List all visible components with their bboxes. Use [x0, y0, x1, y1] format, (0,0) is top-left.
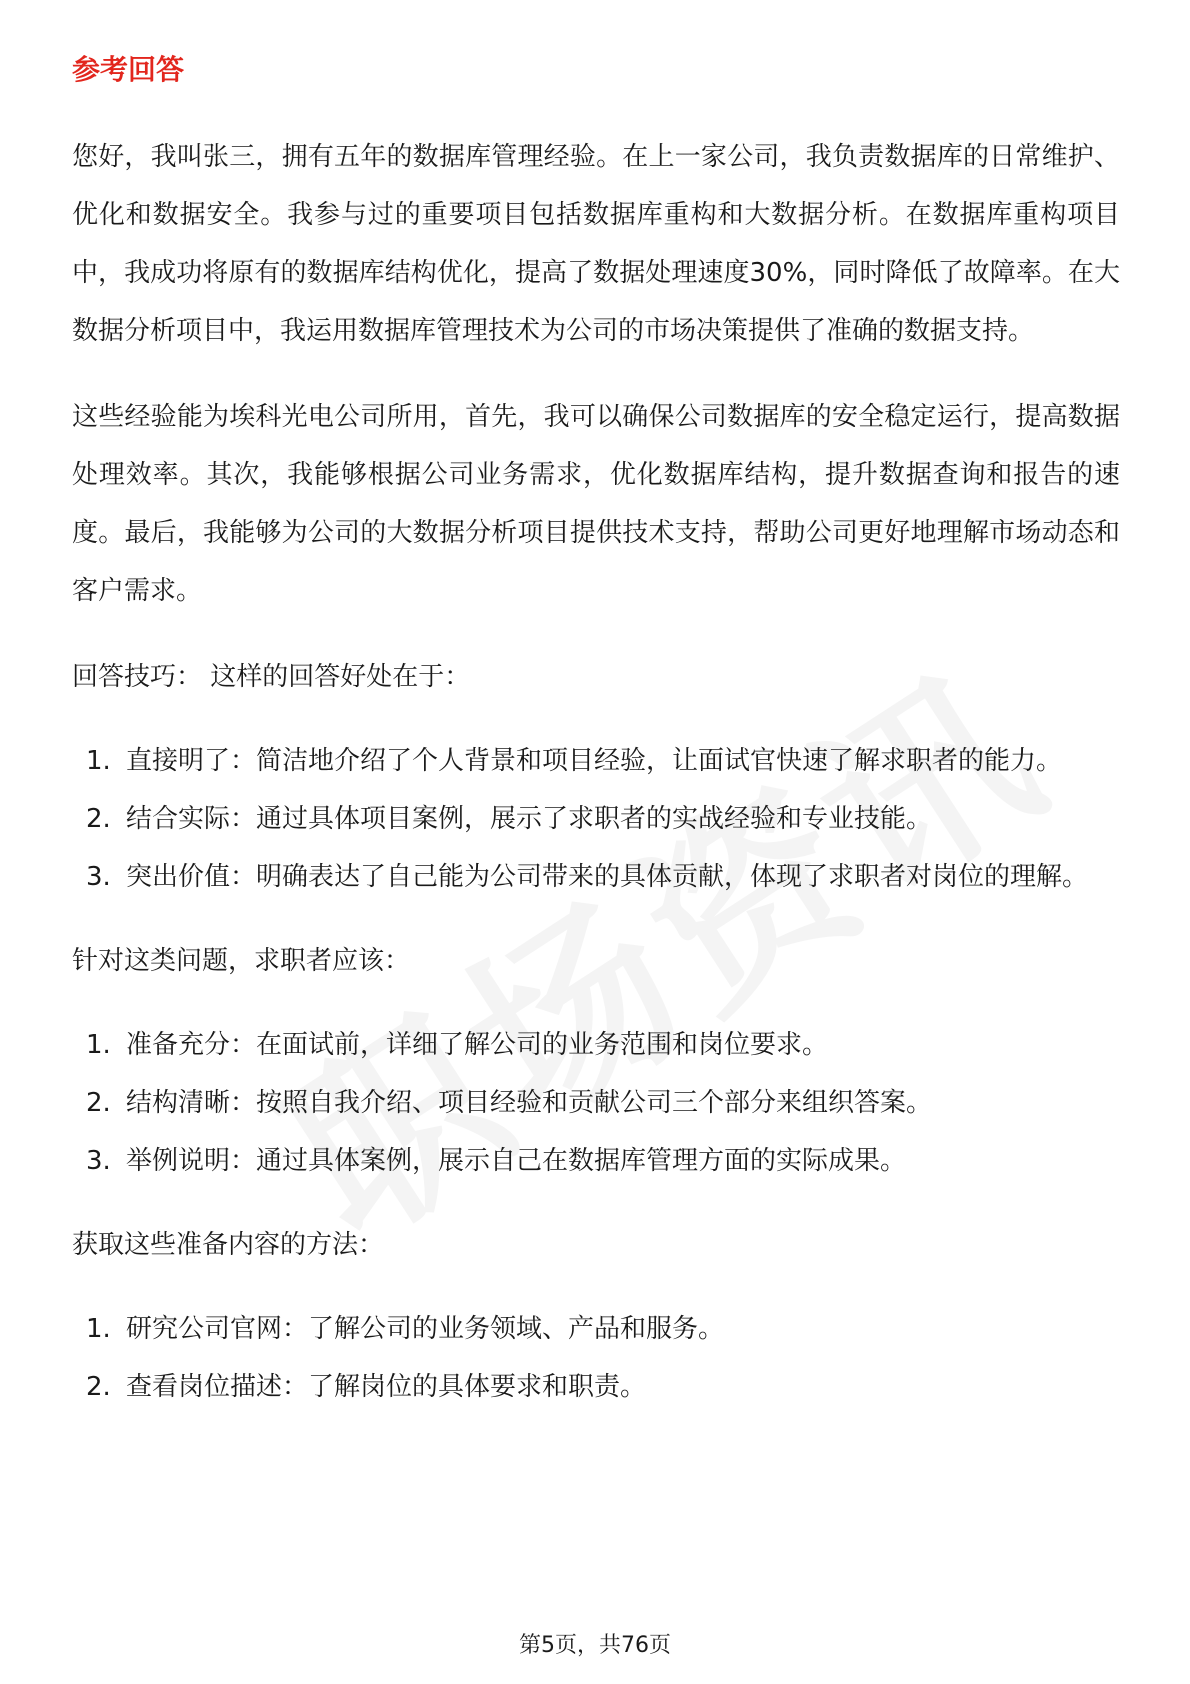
- answer-paragraph-1: 您好，我叫张三，拥有五年的数据库管理经验。在上一家公司，我负责数据库的日常维护、优化和数据安全。我参与过的重要项目包括数据库重构和大数据分析。在数据库重构项目中，我成功将原有的数据库结构优化，提高了数据处理速度30%，同时降低了故障率。在大数据分析项目中，我运用数据库管理技术为公司的市场决策提供了准确的数据支持。: [72, 142, 1120, 346]
- list-item: 2. 查看岗位描述：了解岗位的具体要求和职责。: [86, 1372, 647, 1402]
- list-item: 3. 突出价值：明确表达了自己能为公司带来的具体贡献，体现了求职者对岗位的理解。: [86, 862, 1089, 892]
- list-item: 2. 结合实际：通过具体项目案例，展示了求职者的实战经验和专业技能。: [86, 804, 933, 834]
- should-list: [72, 1016, 1120, 1190]
- methods-label: 获取这些准备内容的方法：: [72, 1230, 385, 1260]
- section-heading: 参考回答: [72, 53, 185, 86]
- tips-list: [72, 732, 1120, 906]
- list-item: 2. 结构清晰：按照自我介绍、项目经验和贡献公司三个部分来组织答案。: [86, 1088, 933, 1118]
- page-content: [72, 48, 1120, 1442]
- page-number: 第5页，共76页: [519, 1633, 671, 1658]
- list-item: 3. 举例说明：通过具体案例，展示自己在数据库管理方面的实际成果。: [86, 1146, 907, 1176]
- answer-paragraph-2: 这些经验能为埃科光电公司所用，首先，我可以确保公司数据库的安全稳定运行，提高数据处理效率。其次，我能够根据公司业务需求，优化数据库结构，提升数据查询和报告的速度。最后，我能够为公司的大数据分析项目提供技术支持，帮助公司更好地理解市场动态和客户需求。: [72, 402, 1120, 606]
- list-item: 1. 研究公司官网：了解公司的业务领域、产品和服务。: [86, 1314, 725, 1344]
- list-item: 1. 准备充分：在面试前，详细了解公司的业务范围和岗位要求。: [86, 1030, 829, 1060]
- should-label: 针对这类问题，求职者应该：: [72, 946, 411, 976]
- list-item: 1. 直接明了：简洁地介绍了个人背景和项目经验，让面试官快速了解求职者的能力。: [86, 746, 1063, 776]
- methods-list: [72, 1300, 1120, 1416]
- tips-label: 回答技巧： 这样的回答好处在于：: [72, 662, 471, 692]
